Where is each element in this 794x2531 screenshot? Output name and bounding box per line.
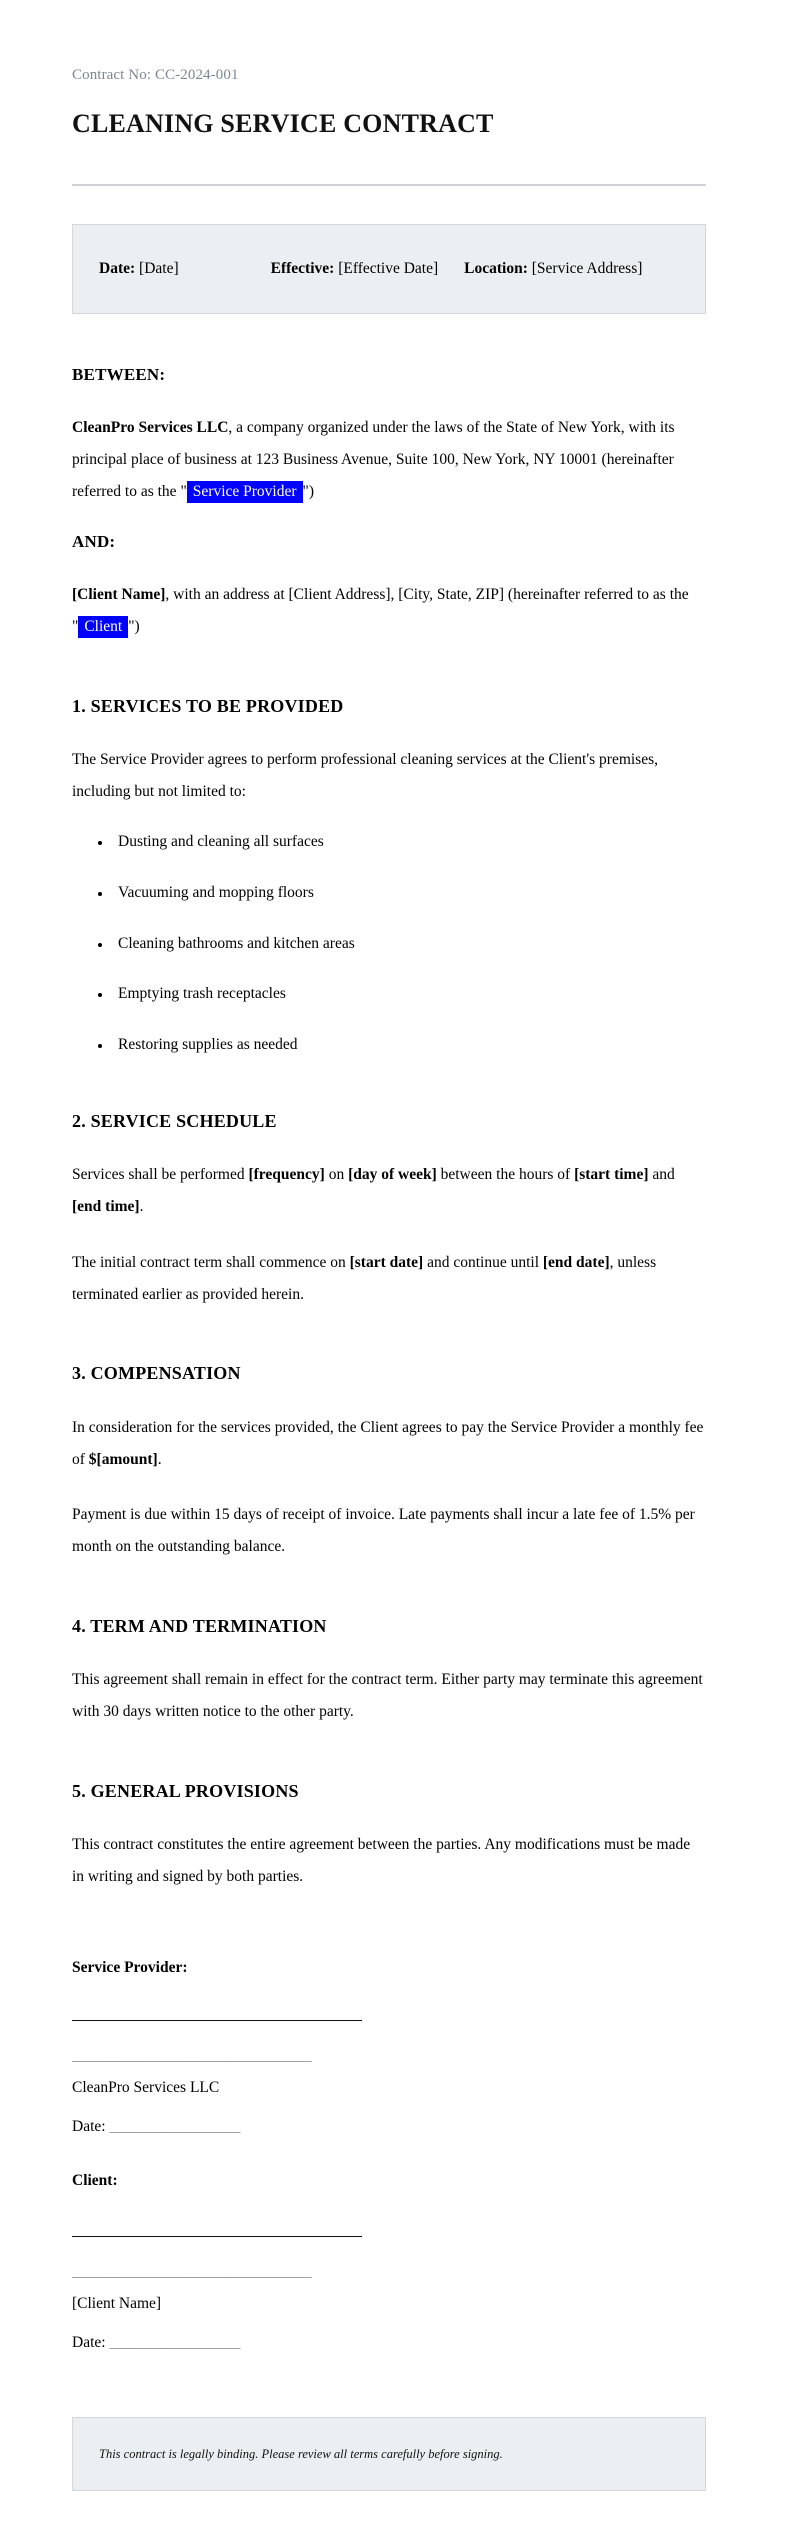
contract-info-bar — [72, 224, 706, 314]
selection-highlight-client[interactable]: Client — [78, 616, 128, 638]
schedule-p1-e: . — [139, 1198, 144, 1216]
list-item: • Emptying trash receptacles — [112, 982, 706, 1007]
client-paragraph — [72, 579, 706, 643]
section-heading-services: 1. SERVICES TO BE PROVIDED — [72, 696, 344, 717]
schedule-p2-b: and continue until — [423, 1253, 543, 1271]
schedule-p2-a: The initial contract term shall commence on — [72, 1253, 350, 1271]
signature-blank-client: _________________________________ — [72, 2262, 312, 2280]
info-effective-value: [Effective Date] — [338, 260, 439, 278]
client-text-2: ") — [128, 618, 140, 636]
client-name: [Client Name] — [72, 586, 166, 604]
header-divider — [72, 184, 706, 186]
placeholder-start-time: [start time] — [574, 1166, 649, 1184]
signature-line-provider[interactable] — [72, 2020, 362, 2021]
schedule-paragraph-1 — [72, 1159, 706, 1223]
between-heading: BETWEEN: — [72, 365, 166, 384]
signature-date-label-provider: Date: — [72, 2118, 106, 2136]
signature-line-client[interactable] — [72, 2236, 362, 2237]
and-heading: AND: — [72, 532, 116, 552]
schedule-p1-c: between the hours of — [436, 1166, 575, 1184]
info-date — [99, 257, 179, 280]
provider-name: CleanPro Services LLC — [72, 419, 229, 437]
placeholder-frequency: [frequency] — [248, 1166, 325, 1184]
general-provisions-paragraph: This contract constitutes the entire agreement between the parties. Any modifications must be made in writing and signed by both parties. — [72, 1836, 691, 1885]
provider-text-1: , a company organized under the laws of the State of New York, with its principal place of business at 123 Business Avenue, Suite 100, New York, NY 10001 (hereinafter referred to as the " — [72, 419, 675, 500]
signature-date-provider — [72, 2115, 706, 2140]
list-item: • Restoring supplies as needed — [112, 1033, 706, 1058]
signature-date-label-client: Date: — [72, 2333, 106, 2351]
list-item: • Cleaning bathrooms and kitchen areas — [112, 932, 706, 957]
signature-date-blank-client[interactable]: __________________ — [109, 2333, 240, 2351]
client-text-1: , with an address at [Client Address], [City, State, ZIP] (hereinafter referred to as the " — [72, 586, 689, 636]
compensation-p1-b: . — [157, 1450, 162, 1468]
signature-blank-provider: _________________________________ — [72, 2047, 312, 2065]
contract-info-row — [99, 257, 681, 280]
signature-role-provider: Service Provider: — [72, 1958, 188, 1976]
list-item: • Vacuuming and mopping floors — [112, 881, 706, 906]
page-title: CLEANING SERVICE CONTRACT — [72, 108, 494, 138]
signature-date-client — [72, 2331, 706, 2356]
legal-notice-text: This contract is legally binding. Please review all terms carefully before signing. — [99, 2446, 503, 2461]
section-heading-general-provisions: 5. GENERAL PROVISIONS — [72, 1780, 299, 1801]
services-intro: The Service Provider agrees to perform professional cleaning services at the Client's premises, including but not limited to: — [72, 751, 659, 801]
info-date-value: [Date] — [139, 260, 179, 278]
selection-highlight-service-provider[interactable]: Service Provider — [187, 481, 303, 503]
info-date-label: Date: — [99, 260, 136, 278]
placeholder-end-date: [end date] — [542, 1253, 610, 1271]
provider-paragraph — [72, 412, 706, 507]
placeholder-amount: $[amount] — [88, 1450, 158, 1468]
services-list — [72, 830, 706, 1058]
schedule-p1-d: and — [648, 1166, 675, 1184]
signature-name-client: [Client Name] — [72, 2294, 162, 2312]
schedule-p2-c: , unless terminated earlier as provided herein. — [72, 1253, 657, 1303]
document-body — [72, 66, 706, 2491]
contract-number: Contract No: CC-2024-001 — [72, 67, 239, 83]
section-heading-schedule: 2. SERVICE SCHEDULE — [72, 1110, 277, 1131]
schedule-p1-b: on — [324, 1166, 349, 1184]
term-paragraph: This agreement shall remain in effect for the contract term. Either party may terminate this agreement with 30 days written notice to the other party. — [72, 1671, 703, 1720]
list-item: • Dusting and cleaning all surfaces — [112, 830, 706, 855]
info-effective-label: Effective: — [270, 260, 335, 278]
info-location-label: Location: — [464, 260, 528, 278]
placeholder-day-of-week: [day of week] — [348, 1166, 437, 1184]
signature-role-client: Client: — [72, 2172, 118, 2189]
section-heading-term-termination: 4. TERM AND TERMINATION — [72, 1615, 327, 1636]
compensation-p1-a: In consideration for the services provided, the Client agrees to pay the Service Provider a monthly fee of — [72, 1418, 704, 1468]
provider-text-2: ") — [302, 482, 315, 500]
schedule-p1-a: Services shall be performed — [72, 1166, 249, 1184]
info-location — [464, 257, 642, 280]
signature-block-provider — [72, 1957, 706, 2140]
placeholder-end-time: [end time] — [72, 1198, 140, 1216]
compensation-paragraph-2: Payment is due within 15 days of receipt of invoice. Late payments shall incur a late fee of 1.5% per month on the outstanding balance. — [72, 1506, 695, 1556]
schedule-paragraph-2 — [72, 1247, 706, 1311]
legal-notice-box — [72, 2417, 706, 2491]
info-location-value: [Service Address] — [531, 260, 643, 278]
signature-date-blank-provider[interactable]: __________________ — [109, 2118, 240, 2136]
compensation-paragraph-1 — [72, 1412, 706, 1476]
placeholder-start-date: [start date] — [349, 1253, 424, 1271]
section-heading-compensation: 3. COMPENSATION — [72, 1363, 241, 1384]
signature-block-client — [72, 2170, 706, 2355]
info-effective — [271, 257, 439, 280]
signature-name-provider: CleanPro Services LLC — [72, 2079, 220, 2097]
